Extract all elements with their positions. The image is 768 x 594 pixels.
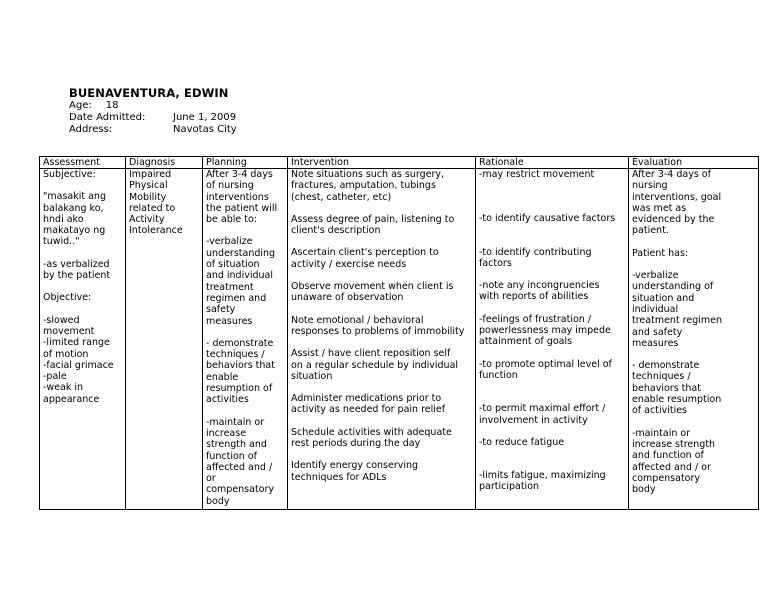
assessment-quote: "masakit ang balakang ko, hndi ako makatayo ng tuwid.." (43, 191, 106, 248)
rationale-item: -may restrict movement (479, 169, 595, 180)
rationale-item: -to promote optimal level of function (479, 358, 612, 381)
intervention-item: Administer medications prior to activity as needed for pain relief (291, 393, 446, 416)
intervention-item: Schedule activities with adequate rest periods during the day (291, 426, 452, 450)
header-assessment: Assessment (40, 157, 126, 169)
evaluation-patient-has: Patient has: (632, 247, 689, 259)
rationale-item: -feelings of frustration / powerlessness may impede attainment of goals (479, 313, 611, 348)
diagnosis-text: Impaired Physical Mobility related to Activity Intolerance (129, 169, 183, 237)
date-admitted-value: June 1, 2009 (173, 112, 237, 123)
age-label: Age: (69, 100, 92, 111)
assessment-objective-findings: -slowed movement -limited range of motion -facial grimace -pale -weak in appearance (43, 314, 114, 405)
intervention-item: Note emotional / behavioral responses to problems of immobility (291, 314, 465, 337)
rationale-item: -to permit maximal effort / involvement in activity (479, 403, 606, 426)
assessment-cell (40, 169, 126, 510)
intervention-item: Ascertain client's perception to activity / exercise needs (291, 247, 439, 270)
rationale-item: -to reduce fatigue (479, 436, 565, 448)
planning-goal-verbalize: -verbalize understanding of situation and individual treatment regimen and safety measures (206, 236, 276, 327)
rationale-item: -note any incongruencies with reports of abilities (479, 280, 600, 303)
evaluation-result-maintain: -maintain or increase strength and function of affected and / or compensatory body (632, 427, 716, 496)
diagnosis-cell (126, 169, 203, 510)
header-rationale: Rationale (476, 157, 629, 169)
intervention-cell (288, 169, 476, 510)
assessment-verbalized-note: -as verbalized by the patient (43, 258, 111, 282)
evaluation-result-verbalize: -verbalize understanding of situation and individual treatment regimen and safety measures (632, 270, 723, 349)
intervention-item: Identify energy conserving techniques for ADLs (291, 460, 419, 483)
address-value: Navotas City (173, 124, 237, 135)
assessment-objective-label: Objective: (43, 292, 92, 304)
header-planning: Planning (203, 157, 288, 169)
patient-name: BUENAVENTURA, EDWIN (69, 86, 229, 100)
header-evaluation: Evaluation (629, 157, 759, 169)
planning-goal-demonstrate: - demonstrate techniques / behaviors that enable resumption of activities (206, 337, 275, 406)
evaluation-result-demonstrate: - demonstrate techniques / behaviors that enable resumption of activities (632, 360, 722, 417)
rationale-cell (476, 169, 629, 510)
intervention-item: Observe movement when client is unaware of observation (291, 281, 454, 304)
planning-cell (203, 169, 288, 510)
intervention-item: Assess degree of pain, listening to client's description (291, 213, 455, 237)
age-value: 18 (105, 100, 119, 111)
header-intervention: Intervention (288, 157, 476, 169)
planning-goal-maintain: -maintain or increase strength and function of affected and / or compensatory body (206, 416, 275, 507)
rationale-item: -to identify causative factors (479, 213, 616, 225)
nursing-care-plan-table (39, 156, 759, 510)
table-row (40, 169, 759, 510)
rationale-item: -to identify contributing factors (479, 246, 592, 269)
address-row (69, 123, 237, 136)
planning-intro: After 3-4 days of nursing interventions the patient will be able to: (206, 169, 278, 226)
address-label: Address: (69, 124, 113, 135)
intervention-item: Note situations such as surgery, fractures, amputation, tubings (chest, catheter, etc) (291, 169, 444, 203)
rationale-item: -limits fatigue, maximizing participation (479, 470, 606, 493)
header-diagnosis: Diagnosis (126, 157, 203, 169)
header-row (40, 157, 759, 169)
evaluation-intro: After 3-4 days of nursing interventions, goal was met as evidenced by the patient. (632, 169, 722, 237)
evaluation-cell (629, 169, 759, 510)
assessment-subjective-label: Subjective: (43, 169, 96, 180)
intervention-item: Assist / have client reposition self on a regular schedule by individual situation (291, 348, 459, 382)
date-admitted-label: Date Admitted: (69, 112, 146, 123)
